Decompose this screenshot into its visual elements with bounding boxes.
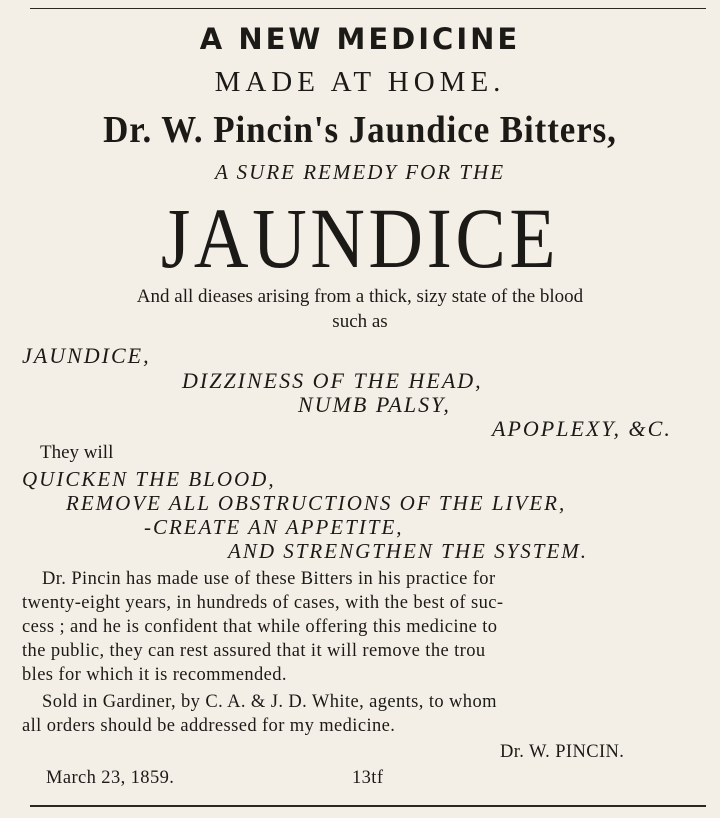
sold-line: Sold in Gardiner, by C. A. & J. D. White, agents, to whom <box>42 692 497 712</box>
they-will-line: They will <box>40 442 114 463</box>
ailment-item: NUMB PALSY, <box>298 392 451 417</box>
headline: A NEW MEDICINE <box>199 22 521 56</box>
ailment-item: DIZZINESS OF THE HEAD, <box>182 368 483 393</box>
benefit-item: QUICKEN THE BLOOD, <box>22 467 276 491</box>
paragraph-line: the public, they can rest assured that it will remove the trou <box>22 641 486 661</box>
date: March 23, 1859. <box>46 768 175 788</box>
top-rule <box>30 8 706 9</box>
sold-line: all orders should be addressed for my medicine. <box>22 716 396 736</box>
bottom-rule <box>30 805 706 807</box>
signature: Dr. W. PINCIN. <box>500 742 625 762</box>
ailment-item: JAUNDICE, <box>22 343 151 368</box>
paragraph-line: bles for which it is recommended. <box>22 665 287 685</box>
product-name: Dr. W. Pincin's Jaundice Bitters, <box>103 109 617 151</box>
jaundice-title: JAUNDICE <box>160 190 560 286</box>
benefit-item: -CREATE AN APPETITE, <box>144 515 404 539</box>
intro-line: such as <box>332 311 388 332</box>
ailment-item: APOPLEXY, &C. <box>492 416 672 441</box>
insertion-code: 13tf <box>352 768 384 788</box>
paragraph-line: twenty-eight years, in hundreds of cases, with the best of suc- <box>22 593 504 613</box>
benefit-item: AND STRENGTHEN THE SYSTEM. <box>228 539 589 563</box>
subheadline: MADE AT HOME. <box>214 66 506 98</box>
paragraph-line: Dr. Pincin has made use of these Bitters in his practice for <box>42 569 496 589</box>
benefit-item: REMOVE ALL OBSTRUCTIONS OF THE LIVER, <box>66 491 567 515</box>
sure-remedy-line: A SURE REMEDY FOR THE <box>214 160 506 184</box>
intro-line: And all dieases arising from a thick, sizy state of the blood <box>136 286 584 307</box>
paragraph-line: cess ; and he is confident that while offering this medicine to <box>22 617 498 637</box>
